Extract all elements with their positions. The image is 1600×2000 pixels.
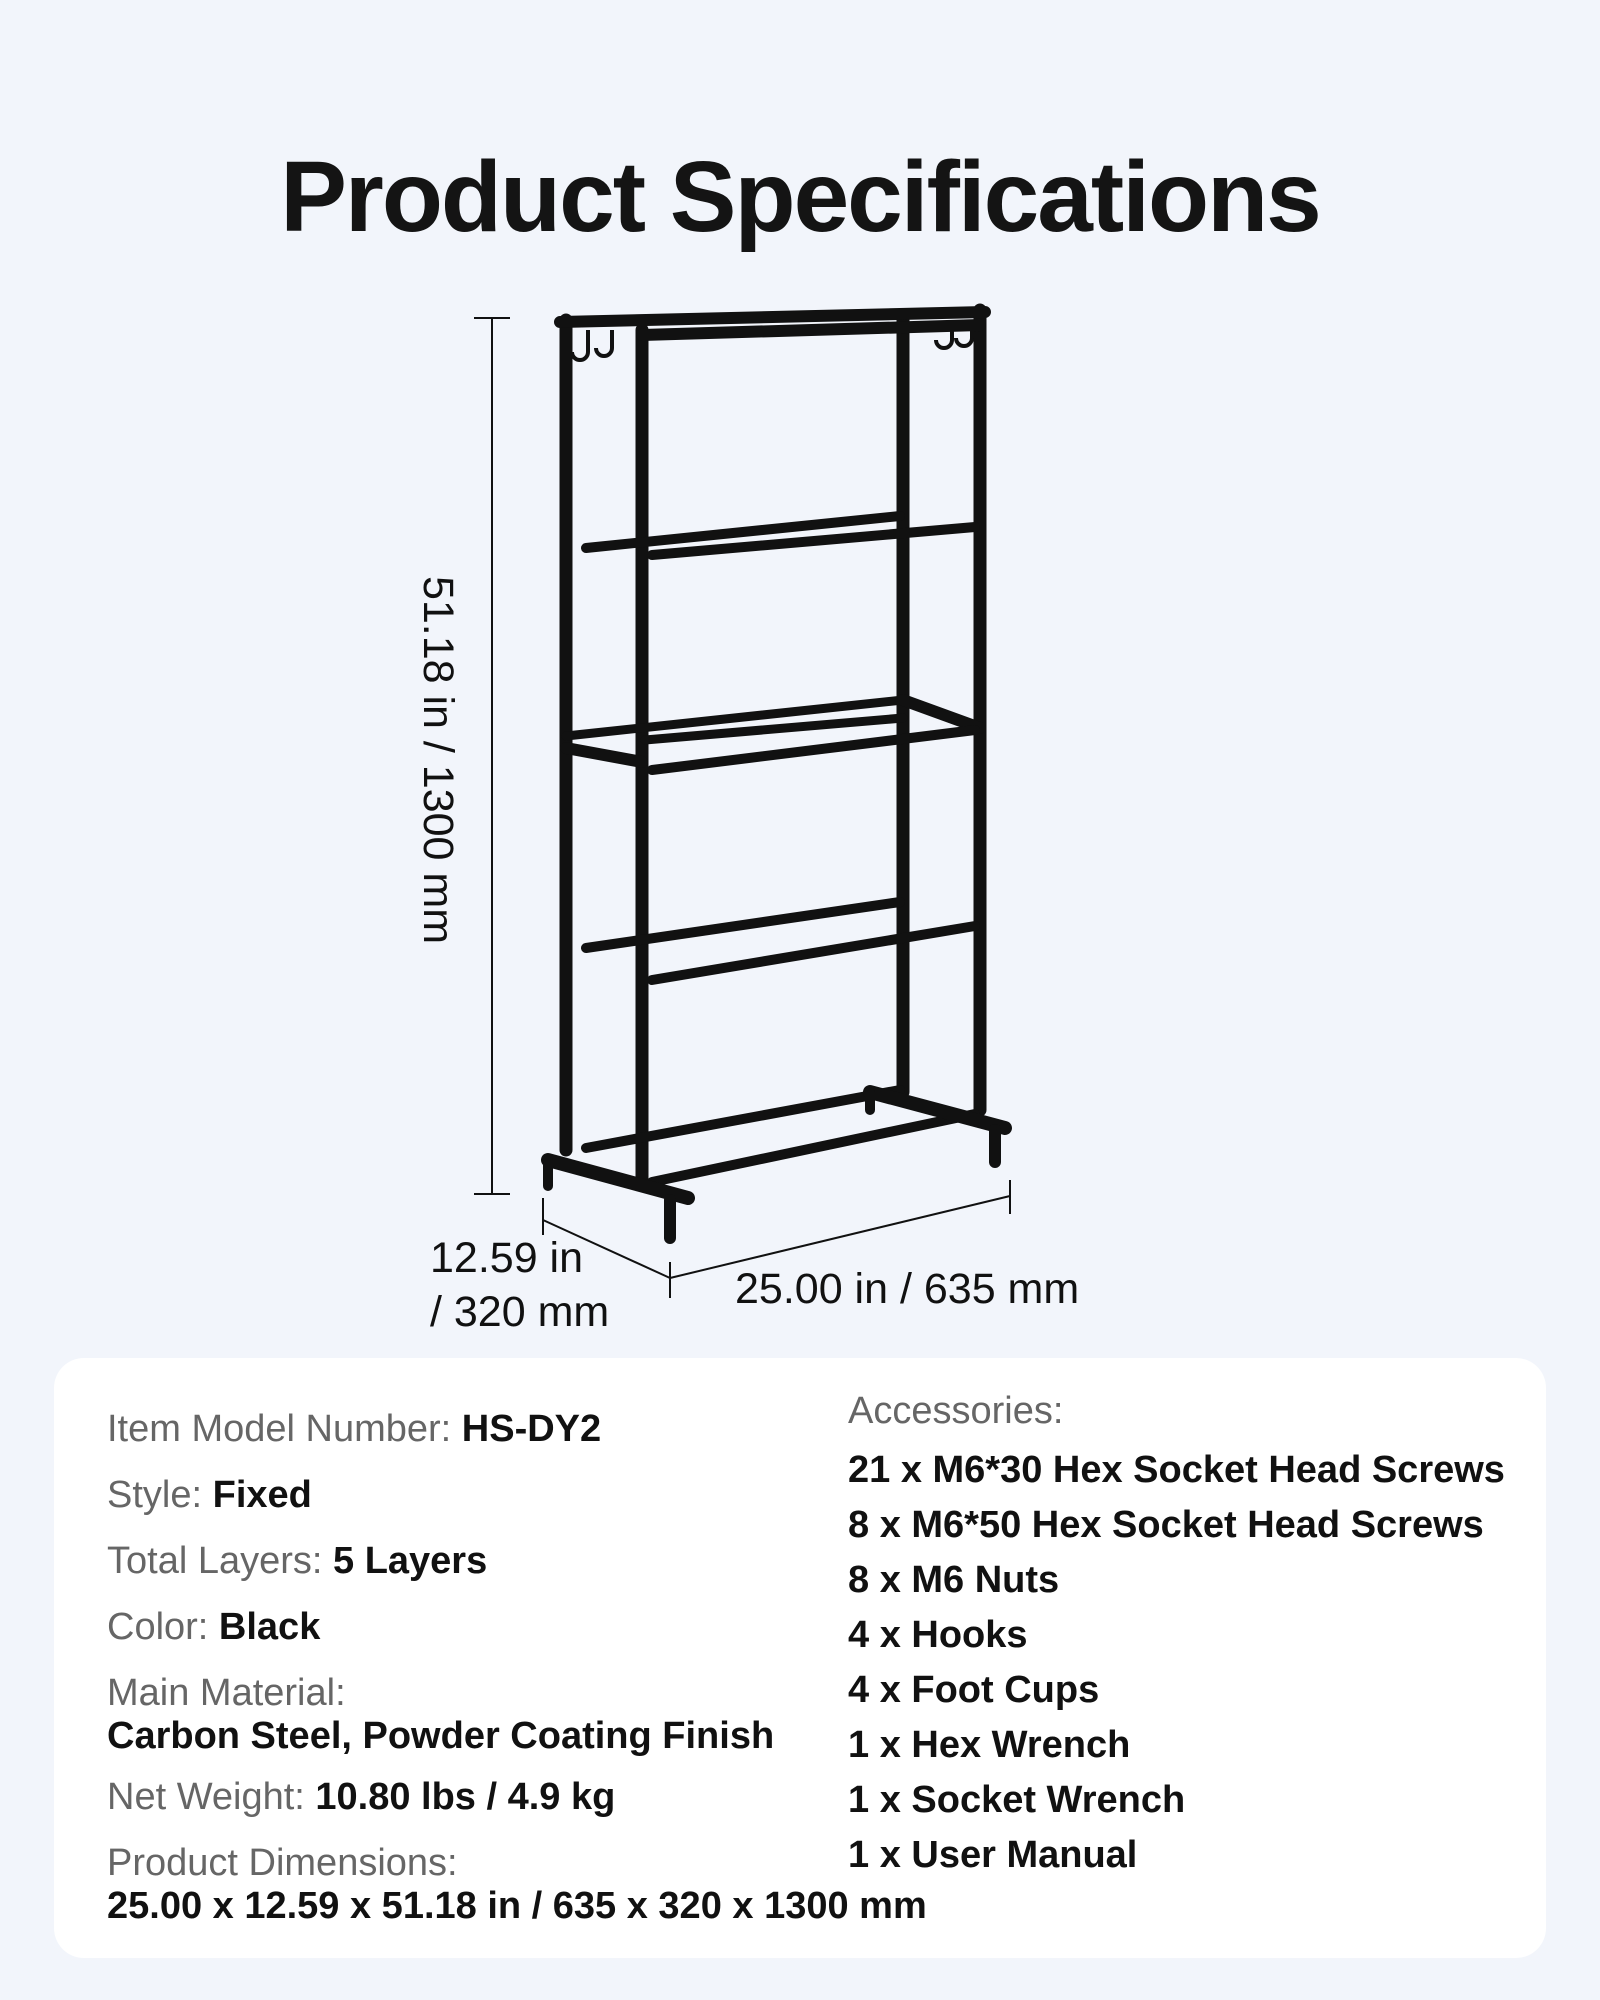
- rack-frame: [548, 310, 1005, 1238]
- spec-style: [107, 1474, 312, 1517]
- accessory-item: 1 x Socket Wrench: [848, 1779, 1186, 1821]
- height-dimension-line: [474, 318, 510, 1194]
- spec-model-value: HS-DY2: [461, 1408, 602, 1450]
- spec-dimensions-value: 25.00 x 12.59 x 51.18 in / 635 x 320 x 1300 mm: [107, 1885, 927, 1927]
- height-dimension-label: 51.18 in / 1300 mm: [413, 575, 462, 945]
- spec-layers-label: Total Layers:: [107, 1540, 333, 1582]
- depth-dimension-label: [430, 1232, 640, 1340]
- accessory-item: 21 x M6*30 Hex Socket Head Screws: [848, 1449, 1505, 1491]
- accessory-item: 4 x Foot Cups: [848, 1669, 1100, 1711]
- spec-weight-value: 10.80 lbs / 4.9 kg: [315, 1776, 616, 1818]
- spec-dimensions-label: Product Dimensions:: [107, 1842, 458, 1884]
- spec-weight-label: Net Weight:: [107, 1776, 316, 1818]
- spec-model: [107, 1408, 601, 1451]
- spec-color: [107, 1606, 320, 1649]
- depth-line-1: 12.59 in: [430, 1234, 584, 1282]
- accessory-item: 1 x Hex Wrench: [848, 1724, 1131, 1766]
- spec-model-label: Item Model Number:: [107, 1408, 462, 1450]
- spec-material: [107, 1672, 774, 1758]
- accessories-list: [848, 1443, 1505, 1883]
- spec-material-value: Carbon Steel, Powder Coating Finish: [107, 1715, 775, 1757]
- page-title: Product Specifications: [280, 141, 1320, 253]
- accessory-item: 8 x M6 Nuts: [848, 1559, 1060, 1601]
- width-dimension-label: 25.00 in / 635 mm: [735, 1265, 1080, 1313]
- spec-weight: [107, 1776, 615, 1819]
- spec-style-value: Fixed: [212, 1474, 312, 1516]
- spec-layers: [107, 1540, 487, 1583]
- spec-layers-value: 5 Layers: [333, 1540, 488, 1582]
- spec-product-dimensions: [107, 1842, 927, 1928]
- accessory-item: 1 x User Manual: [848, 1834, 1138, 1876]
- spec-material-label: Main Material:: [107, 1672, 346, 1714]
- accessory-item: 8 x M6*50 Hex Socket Head Screws: [848, 1504, 1484, 1546]
- spec-color-label: Color:: [107, 1606, 219, 1648]
- spec-style-label: Style:: [107, 1474, 213, 1516]
- accessories-title: Accessories:: [848, 1390, 1064, 1432]
- accessory-item: 4 x Hooks: [848, 1614, 1028, 1656]
- spec-color-value: Black: [218, 1606, 321, 1648]
- depth-line-2: / 320 mm: [430, 1287, 610, 1336]
